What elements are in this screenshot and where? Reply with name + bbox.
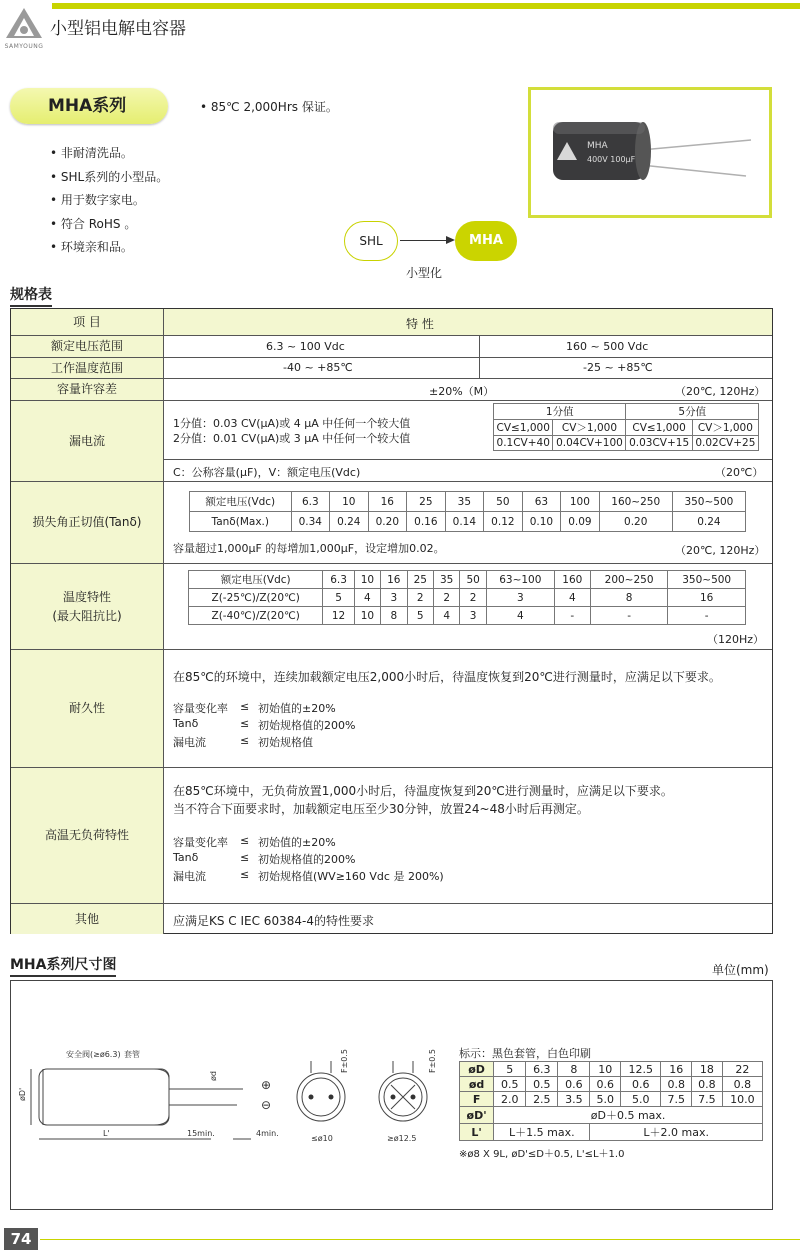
dim-cell: 5 bbox=[494, 1062, 526, 1077]
leakage-cell: CV＞1,000 bbox=[692, 420, 758, 436]
temp-char-label1: 温度特性 bbox=[62, 589, 111, 604]
dim-cell: 2.5 bbox=[526, 1092, 558, 1107]
leakage-label: 漏电流 bbox=[11, 401, 164, 481]
dim-cell: 22 bbox=[722, 1062, 762, 1077]
dim-cell: øD bbox=[460, 1062, 494, 1077]
leakage-cell: CV≤1,000 bbox=[626, 420, 692, 436]
temp-char-label2: (最大阻抗比) bbox=[52, 608, 122, 623]
capacitor-label-1: MHA bbox=[587, 141, 608, 151]
endurance-intro: 在85℃的环境中，连续加载额定电压2,000小时后，待温度恢复到20℃进行测量时，应满足以下要求。 bbox=[173, 670, 721, 684]
temp-cell: 35 bbox=[433, 571, 459, 589]
temp-cell: 5 bbox=[407, 607, 433, 625]
temp-cell: - bbox=[554, 607, 590, 625]
endurance-v: 初始规格值 bbox=[258, 736, 313, 749]
other-label: 其他 bbox=[11, 904, 164, 934]
temp-cell: 4 bbox=[433, 607, 459, 625]
temp-char-label bbox=[11, 564, 164, 649]
dim-cell: L' bbox=[460, 1124, 494, 1141]
dim-cell: 3.5 bbox=[558, 1092, 590, 1107]
temp-char-row bbox=[11, 563, 772, 649]
shelf-k: Tanδ bbox=[173, 851, 199, 864]
dim-cell: 5.0 bbox=[621, 1092, 661, 1107]
tan-note: 容量超过1,000μF 的每增加1,000μF，设定增加0.02。 bbox=[173, 542, 445, 555]
dim-cell: F bbox=[460, 1092, 494, 1107]
shelf-op: ≤ bbox=[240, 851, 250, 864]
dim-footnote: ※ø8 X 9L, øD'≤D＋0.5, L'≤L＋1.0 bbox=[459, 1149, 625, 1160]
plus-icon: ⊕ bbox=[261, 1078, 272, 1092]
capacitor-label-2: 400V 100μF bbox=[587, 155, 636, 164]
rated-voltage-row bbox=[11, 335, 772, 357]
leakage-cell: CV＞1,000 bbox=[553, 420, 626, 436]
f1-label: F±0.5 bbox=[340, 1048, 349, 1073]
tan-cell: 0.24 bbox=[330, 512, 369, 532]
shelf-v: 初始规格值的200% bbox=[258, 853, 356, 866]
endurance-op: ≤ bbox=[240, 734, 250, 747]
leakage-subtable bbox=[493, 403, 759, 451]
temp-cell: 350~500 bbox=[668, 571, 746, 589]
other-value: 应满足KS C IEC 60384-4的特性要求 bbox=[173, 914, 374, 928]
tan-cell: Tanδ(Max.) bbox=[190, 512, 292, 532]
tolerance-row bbox=[11, 378, 772, 400]
dim-cell: 16 bbox=[661, 1062, 692, 1077]
leakage-cell: 0.1CV+40 bbox=[494, 436, 553, 451]
temp-cell: 4 bbox=[554, 589, 590, 607]
dim-cell: 12.5 bbox=[621, 1062, 661, 1077]
temp-cell: 6.3 bbox=[323, 571, 354, 589]
divider bbox=[479, 336, 480, 357]
le10-label: ≤ø10 bbox=[311, 1134, 333, 1143]
temp-cell: 10 bbox=[354, 607, 380, 625]
temp-cell: 10 bbox=[354, 571, 380, 589]
dimension-table bbox=[459, 1061, 763, 1141]
dimension-box bbox=[10, 980, 773, 1210]
temp-cell: Z(-25℃)/Z(20℃) bbox=[189, 589, 323, 607]
dim-cell: ød bbox=[460, 1077, 494, 1092]
temp-cell: 5 bbox=[323, 589, 354, 607]
leakage-note: C：公称容量(μF)，V：额定电压(Vdc) bbox=[173, 466, 361, 479]
rated-voltage-high: 160 ~ 500 Vdc bbox=[566, 340, 649, 353]
temp-cell: Z(-40℃)/Z(20℃) bbox=[189, 607, 323, 625]
arrow-right-icon bbox=[446, 236, 455, 244]
leakage-cell: CV≤1,000 bbox=[494, 420, 553, 436]
temp-range-row bbox=[11, 357, 772, 378]
arrow-line bbox=[400, 240, 450, 241]
tan-cell: 0.10 bbox=[522, 512, 561, 532]
temp-char-cond: （120Hz） bbox=[707, 633, 765, 646]
dim-cell: 18 bbox=[692, 1062, 723, 1077]
tan-cell: 0.20 bbox=[368, 512, 407, 532]
feature-item: • 非耐清洗品。 bbox=[50, 142, 168, 166]
temp-cell: 16 bbox=[381, 571, 407, 589]
feature-item: • 符合 RoHS 。 bbox=[50, 213, 168, 237]
dim-cell: 0.8 bbox=[692, 1077, 723, 1092]
tan-cell: 25 bbox=[407, 492, 446, 512]
divider bbox=[164, 459, 772, 460]
tan-cell: 6.3 bbox=[291, 492, 330, 512]
tan-cell: 0.09 bbox=[561, 512, 600, 532]
endurance-op: ≤ bbox=[240, 700, 250, 713]
feature-item: • 用于数字家电。 bbox=[50, 189, 168, 213]
temp-range-label: 工作温度范围 bbox=[11, 358, 164, 378]
tan-cell: 350~500 bbox=[672, 492, 745, 512]
tan-cell: 0.34 bbox=[291, 512, 330, 532]
dim-cell: 7.5 bbox=[692, 1092, 723, 1107]
dim-cell: 10 bbox=[590, 1062, 621, 1077]
f2-label: F±0.5 bbox=[428, 1048, 437, 1073]
other-row bbox=[11, 903, 772, 934]
od-label: øD' bbox=[18, 1087, 27, 1101]
temp-cell: 8 bbox=[381, 607, 407, 625]
dim-cell: 0.6 bbox=[558, 1077, 590, 1092]
l-label: L' bbox=[103, 1129, 110, 1138]
temp-cell: 25 bbox=[407, 571, 433, 589]
temp-char-subtable bbox=[188, 570, 746, 625]
dim-cell: øD' bbox=[460, 1107, 494, 1124]
leakage-h5: 5分值 bbox=[626, 404, 759, 420]
temp-cell: - bbox=[590, 607, 668, 625]
leakage-row bbox=[11, 400, 772, 481]
endurance-label: 耐久性 bbox=[11, 650, 164, 767]
leakage-cell: 0.02CV+25 bbox=[692, 436, 758, 451]
spec-table bbox=[10, 308, 773, 934]
shelf-v: 初始值的±20% bbox=[258, 836, 336, 849]
endurance-k: Tanδ bbox=[173, 717, 199, 730]
tolerance-value: ±20%（M） bbox=[429, 385, 495, 398]
shelf-row bbox=[11, 767, 772, 903]
temp-cell: 16 bbox=[668, 589, 746, 607]
vent-label: 安全阀(≥ø6.3) bbox=[66, 1050, 121, 1059]
temp-cell: 2 bbox=[433, 589, 459, 607]
endurance-k: 容量变化率 bbox=[173, 702, 228, 715]
leakage-cell: 0.03CV+15 bbox=[626, 436, 692, 451]
dim-cell: 5.0 bbox=[590, 1092, 621, 1107]
temp-cell: 2 bbox=[407, 589, 433, 607]
temp-cell: 12 bbox=[323, 607, 354, 625]
product-photo bbox=[528, 87, 772, 218]
shelf-k: 容量变化率 bbox=[173, 836, 228, 849]
shelf-op: ≤ bbox=[240, 834, 250, 847]
temp-cell: 3 bbox=[460, 607, 486, 625]
shelf-v: 初始规格值(WV≥160 Vdc 是 200%) bbox=[258, 870, 444, 883]
temp-range-high: -25 ~ +85℃ bbox=[583, 361, 653, 374]
temp-cell: 3 bbox=[486, 589, 554, 607]
temp-cell: 4 bbox=[354, 589, 380, 607]
temp-cell: 63~100 bbox=[486, 571, 554, 589]
min4-label: 4min. bbox=[256, 1129, 279, 1138]
flow-caption: 小型化 bbox=[406, 266, 443, 280]
tolerance-cond: （20℃, 120Hz） bbox=[675, 385, 766, 398]
endurance-v: 初始规格值的200% bbox=[258, 719, 356, 732]
tan-subtable bbox=[189, 491, 746, 532]
minus-icon: ⊖ bbox=[261, 1098, 272, 1112]
temp-cell: 50 bbox=[460, 571, 486, 589]
tan-cell: 16 bbox=[368, 492, 407, 512]
spec-header-row bbox=[11, 309, 772, 335]
dim-cell: 0.6 bbox=[590, 1077, 621, 1092]
tan-label: 损失角正切值(Tanδ) bbox=[11, 482, 164, 563]
dim-cell: 10.0 bbox=[722, 1092, 762, 1107]
shelf-intro2: 当不符合下面要求时，加载额定电压至少30分钟，放置24~48小时后再测定。 bbox=[173, 802, 589, 816]
dim-cell: 0.5 bbox=[494, 1077, 526, 1092]
dim-cell: 0.8 bbox=[661, 1077, 692, 1092]
top-accent-bar bbox=[52, 3, 800, 9]
temp-cell: 8 bbox=[590, 589, 668, 607]
guarantee-text: • 85℃ 2,000Hrs 保证。 bbox=[200, 100, 338, 114]
spec-header-item: 项 目 bbox=[11, 309, 164, 335]
temp-cell: 2 bbox=[460, 589, 486, 607]
endurance-op: ≤ bbox=[240, 717, 250, 730]
rated-voltage-label: 额定电压范围 bbox=[11, 336, 164, 357]
dim-cell: 0.5 bbox=[526, 1077, 558, 1092]
leakage-cell: 0.04CV+100 bbox=[553, 436, 626, 451]
shelf-k: 漏电流 bbox=[173, 870, 206, 883]
d-label: ød bbox=[209, 1071, 218, 1081]
tan-cell: 额定电压(Vdc) bbox=[190, 492, 292, 512]
temp-range-low: -40 ~ +85℃ bbox=[283, 361, 353, 374]
dim-cell: L＋1.5 max. bbox=[494, 1124, 590, 1141]
min15-label: 15min. bbox=[187, 1129, 215, 1138]
tan-cond: （20℃, 120Hz） bbox=[675, 544, 766, 557]
leakage-cond: （20℃） bbox=[715, 466, 764, 479]
leakage-line2: 2分值：0.01 CV(μA)或 3 μA 中任何一个较大值 bbox=[173, 432, 411, 445]
logo-text: SAMYOUNG bbox=[4, 43, 44, 50]
series-badge: MHA系列 bbox=[10, 88, 168, 124]
endurance-row bbox=[11, 649, 772, 767]
sleeve-label: 套管 bbox=[124, 1050, 140, 1059]
tan-cell: 63 bbox=[522, 492, 561, 512]
dim-cell: 2.0 bbox=[494, 1092, 526, 1107]
tolerance-label: 容量许容差 bbox=[11, 379, 164, 400]
feature-list bbox=[50, 142, 168, 260]
unit-label: 单位(mm) bbox=[712, 963, 769, 977]
feature-item: • 环境亲和品。 bbox=[50, 236, 168, 260]
shelf-op: ≤ bbox=[240, 868, 250, 881]
ge12-label: ≥ø12.5 bbox=[387, 1134, 417, 1143]
endurance-k: 漏电流 bbox=[173, 736, 206, 749]
endurance-v: 初始值的±20% bbox=[258, 702, 336, 715]
shelf-label: 高温无负荷特性 bbox=[11, 768, 164, 903]
spec-header-char: 特 性 bbox=[406, 317, 434, 331]
tan-cell: 160~250 bbox=[599, 492, 672, 512]
temp-cell: 160 bbox=[554, 571, 590, 589]
samyoung-logo-icon bbox=[2, 6, 46, 42]
tan-cell: 0.12 bbox=[484, 512, 523, 532]
dim-cell: L＋2.0 max. bbox=[590, 1124, 763, 1141]
page-number: 74 bbox=[4, 1228, 38, 1250]
capacitor-image bbox=[531, 90, 769, 215]
rated-voltage-low: 6.3 ~ 100 Vdc bbox=[266, 340, 345, 353]
dims-section-title: MHA系列尺寸图 bbox=[10, 954, 116, 977]
temp-cell: 额定电压(Vdc) bbox=[189, 571, 323, 589]
leakage-h1: 1分值 bbox=[494, 404, 626, 420]
footer-line bbox=[40, 1239, 800, 1240]
spec-section-title: 规格表 bbox=[10, 284, 52, 307]
temp-cell: 4 bbox=[486, 607, 554, 625]
tan-cell: 0.14 bbox=[445, 512, 484, 532]
dim-cell: 0.8 bbox=[722, 1077, 762, 1092]
tan-cell: 0.24 bbox=[672, 512, 745, 532]
dim-cell: 8 bbox=[558, 1062, 590, 1077]
divider bbox=[479, 358, 480, 378]
shelf-intro1: 在85℃环境中，无负荷放置1,000小时后，待温度恢复到20℃进行测量时，应满足以下要求。 bbox=[173, 784, 673, 798]
tan-cell: 10 bbox=[330, 492, 369, 512]
flow-from: SHL bbox=[344, 221, 398, 261]
leakage-line1: 1分值：0.03 CV(μA)或 4 μA 中任何一个较大值 bbox=[173, 417, 411, 430]
tan-cell: 50 bbox=[484, 492, 523, 512]
flow-to: MHA bbox=[455, 221, 517, 261]
dim-cell: 0.6 bbox=[621, 1077, 661, 1092]
dim-cell: 7.5 bbox=[661, 1092, 692, 1107]
tan-cell: 100 bbox=[561, 492, 600, 512]
tan-cell: 35 bbox=[445, 492, 484, 512]
dimension-drawing bbox=[11, 981, 451, 1207]
temp-cell: 200~250 bbox=[590, 571, 668, 589]
page-title: 小型铝电解电容器 bbox=[50, 19, 186, 39]
tan-cell: 0.16 bbox=[407, 512, 446, 532]
dim-cell: øD＋0.5 max. bbox=[494, 1107, 763, 1124]
feature-item: • SHL系列的小型品。 bbox=[50, 166, 168, 190]
tan-row bbox=[11, 481, 772, 563]
temp-cell: - bbox=[668, 607, 746, 625]
dim-cell: 6.3 bbox=[526, 1062, 558, 1077]
temp-cell: 3 bbox=[381, 589, 407, 607]
marking-note: 标示：黑色套管，白色印刷 bbox=[459, 1047, 591, 1060]
tan-cell: 0.20 bbox=[599, 512, 672, 532]
